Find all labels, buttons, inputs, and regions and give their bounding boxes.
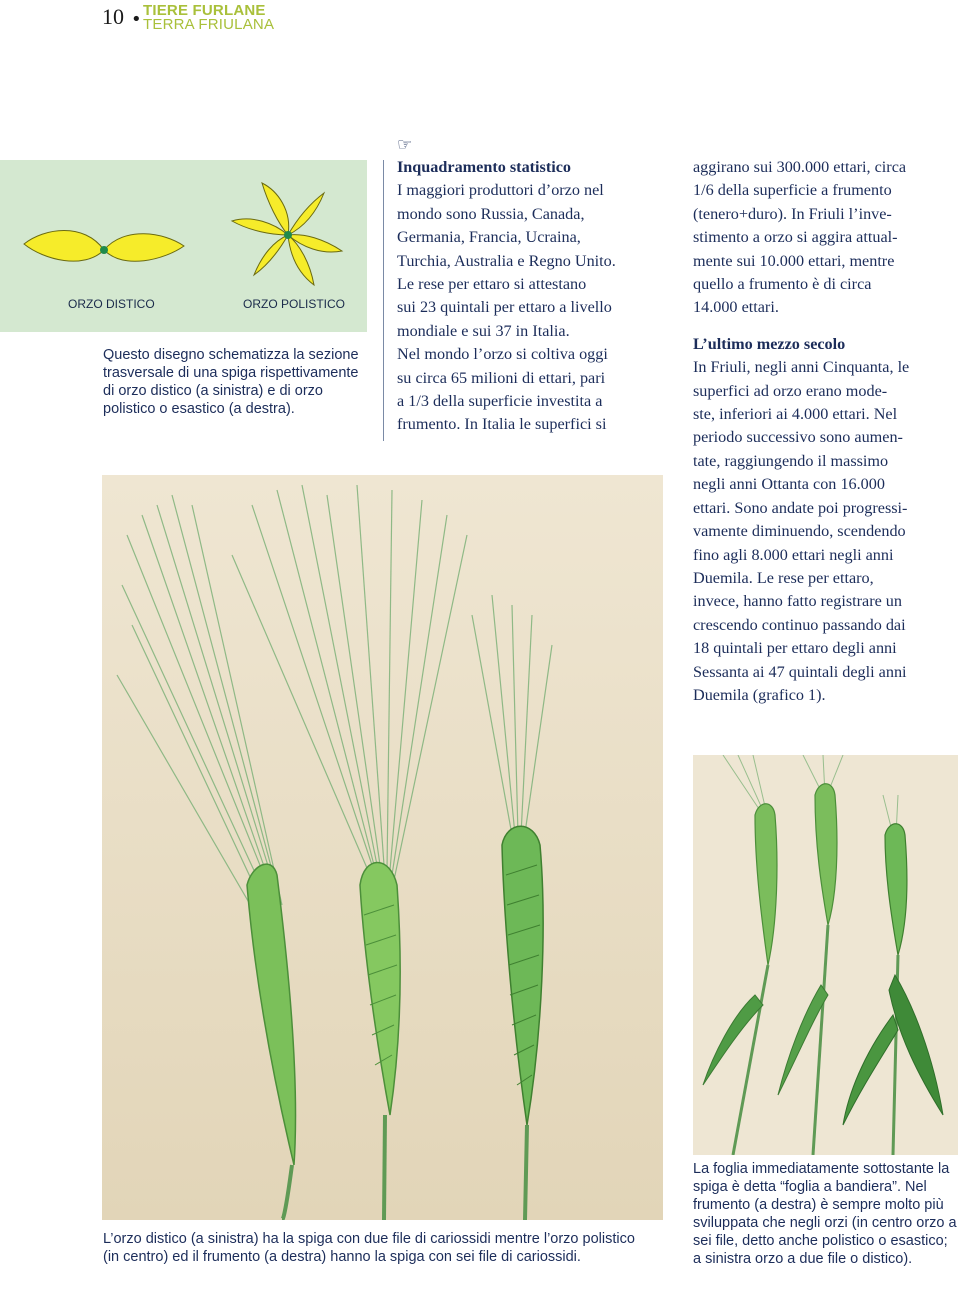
photo-caption-ears: L’orzo distico (a sinistra) ha la spiga con due file di cariossidi mentre l’orzo polistico (in centro) ed il frumento (a destra) hanno la spiga con sei file di cariossidi. xyxy=(103,1231,635,1265)
text-line: Nel mondo l’orzo si coltiva oggi xyxy=(397,345,608,364)
article-column-middle xyxy=(397,156,667,437)
section-title-mezzo-secolo: L’ultimo mezzo secolo xyxy=(693,334,846,353)
barley-section-diagram xyxy=(0,160,367,332)
text-line: Germania, Francia, Ucraina, xyxy=(397,228,581,247)
text-line: 14.000 ettari. xyxy=(693,298,779,317)
text-line: quello a frumento è di circa xyxy=(693,275,872,294)
text-line: I maggiori produttori d’orzo nel xyxy=(397,181,604,200)
text-line: negli anni Ottanta con 16.000 xyxy=(693,475,885,494)
text-line: mente sui 10.000 ettari, mentre xyxy=(693,251,895,270)
text-line: invece, hanno fatto registrare un xyxy=(693,592,902,611)
magazine-title-italian: TERRA FRIULANA xyxy=(143,16,275,33)
text-line: su circa 65 milioni di ettari, pari xyxy=(397,368,606,387)
text-line: mondo sono Russia, Canada, xyxy=(397,204,585,223)
text-line: Turchia, Australia e Regno Unito. xyxy=(397,251,616,270)
separator-dot: • xyxy=(131,9,142,30)
label-orzo-distico: ORZO DISTICO xyxy=(68,297,155,311)
text-line: 1/6 della superficie a frumento xyxy=(693,181,892,200)
text-line: ettari. Sono andate poi progressi- xyxy=(693,498,908,517)
article-column-right xyxy=(693,156,957,707)
ears-photo xyxy=(102,475,663,1220)
text-line: a 1/3 della superficie investita a xyxy=(397,392,603,411)
text-line: sui 23 quintali per ettaro a livello xyxy=(397,298,612,317)
two-row-barley-shape xyxy=(24,231,184,262)
text-line: tate, raggiungendo il massimo xyxy=(693,451,889,470)
flag-leaf-photo xyxy=(693,755,958,1155)
text-line: vamente diminuendo, scendendo xyxy=(693,522,906,541)
pointing-hand-icon: ☞ xyxy=(397,135,413,155)
text-line: Duemila. Le rese per ettaro, xyxy=(693,568,874,587)
text-line: In Friuli, negli anni Cinquanta, le xyxy=(693,358,910,377)
text-line: Duemila (grafico 1). xyxy=(693,685,826,704)
label-orzo-polistico: ORZO POLISTICO xyxy=(243,297,346,311)
text-line: crescendo continuo passando dai xyxy=(693,615,906,634)
column-divider xyxy=(383,160,384,441)
text-line: periodo successivo sono aumen- xyxy=(693,428,903,447)
text-line: frumento. In Italia le superfici si xyxy=(397,415,607,434)
text-line: 18 quintali per ettaro degli anni xyxy=(693,639,897,658)
text-line: Le rese per ettaro si attestano xyxy=(397,275,587,294)
text-line: stimento a orzo si aggira attual- xyxy=(693,228,898,247)
text-line: ste, inferiori ai 4.000 ettari. Nel xyxy=(693,405,898,424)
text-line: aggirano sui 300.000 ettari, circa xyxy=(693,158,907,176)
magazine-title-friulian: TIERE FURLANE xyxy=(143,2,266,19)
text-line: mondiale e sui 37 in Italia. xyxy=(397,321,570,340)
photo-caption-flag-leaf: La foglia immediatamente sottostante la spiga è detta “foglia a bandiera”. Nel frumento (a destra) è sempre molto più sviluppata che negli orzi (in centro orzo a sei file, detto anche polistico o esastico; a sinistra orzo a due file o distico). xyxy=(693,1161,957,1267)
text-line: (tenero+duro). In Friuli l’inve- xyxy=(693,204,892,223)
six-row-barley-shape xyxy=(232,183,342,285)
text-line: fino agli 8.000 ettari negli anni xyxy=(693,545,894,564)
section-title-statistico: Inquadramento statistico xyxy=(397,158,572,176)
text-line: superfici ad orzo erano mode- xyxy=(693,381,888,400)
diagram-caption: Questo disegno schematizza la sezione trasversale di una spiga rispettivamente di orzo distico (a sinistra) e di orzo polistico o esastico (a destra). xyxy=(103,347,359,417)
page-number: 10 xyxy=(102,4,124,29)
text-line: Sessanta ai 47 quintali degli anni xyxy=(693,662,907,681)
